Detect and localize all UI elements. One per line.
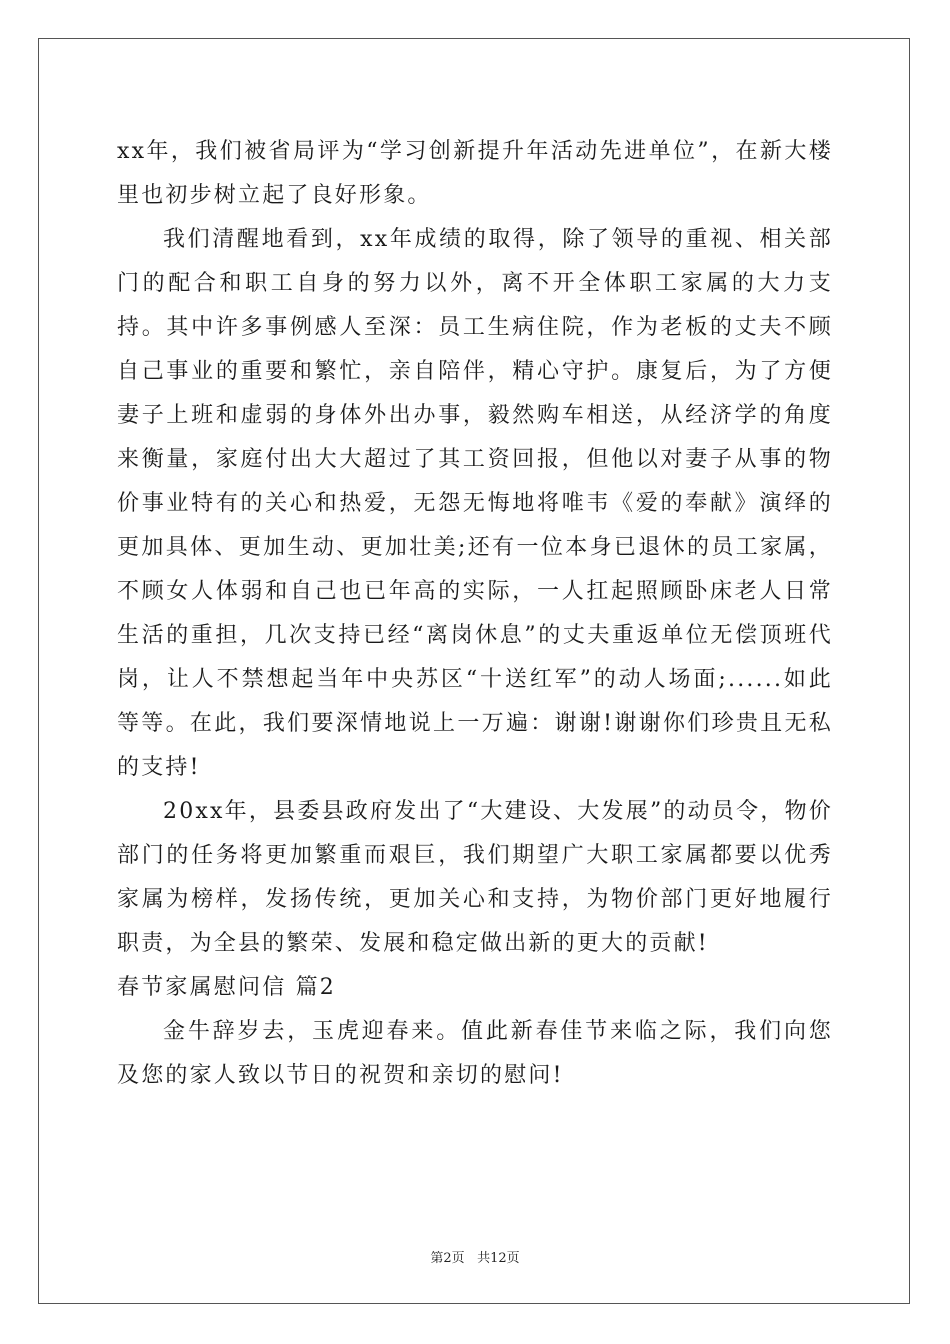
section-heading: 春节家属慰问信 篇2 [117, 975, 336, 1000]
page-number: 第2页 [430, 1251, 465, 1266]
page-footer [0, 1247, 950, 1266]
paragraph-family-support: 我们清醒地看到，xx年成绩的取得，除了领导的重视、相关部门的配合和职工自身的努力以外，离不开全体职工家属的大力支持。其中许多事例感人至深：员工生病住院，作为老板的丈夫不顾自己事业的重要和繁忙，亲自陪伴，精心守护。康复后，为了方便妻子上班和虚弱的身体外出办事，毅然购车相送，从经济学的角度来衡量，家庭付出大大超过了其工资回报，但他以对妻子从事的物价事业特有的关心和热爱，无怨无悔地将唯韦《爱的奉献》演绎的更加具体、更加生动、更加壮美;还有一位本身已退休的员工家属，不顾女人体弱和自己也已年高的实际，一人扛起照顾卧床老人日常生活的重担，几次支持已经“离岗休息”的丈夫重返单位无偿顶班代岗，让人不禁想起当年中央苏区“十送红军”的动人场面;......如此等等。在此，我们要深情地说上一万遍：谢谢!谢谢你们珍贵且无私的支持! [117, 227, 833, 780]
page-total: 共12页 [477, 1251, 520, 1266]
paragraph-greeting: 金牛辞岁去，玉虎迎春来。值此新春佳节来临之际，我们向您及您的家人致以节日的祝贺和亲切的慰问! [117, 1019, 833, 1088]
document-body [117, 130, 833, 1098]
paragraph-continuation: xx年，我们被省局评为“学习创新提升年活动先进单位”，在新大楼里也初步树立起了良好形象。 [117, 139, 833, 208]
paragraph-new-year-call: 20xx年，县委县政府发出了“大建设、大发展”的动员令，物价部门的任务将更加繁重而艰巨，我们期望广大职工家属都要以优秀家属为榜样，发扬传统，更加关心和支持，为物价部门更好地履行职责，为全县的繁荣、发展和稳定做出新的更大的贡献! [117, 799, 833, 956]
